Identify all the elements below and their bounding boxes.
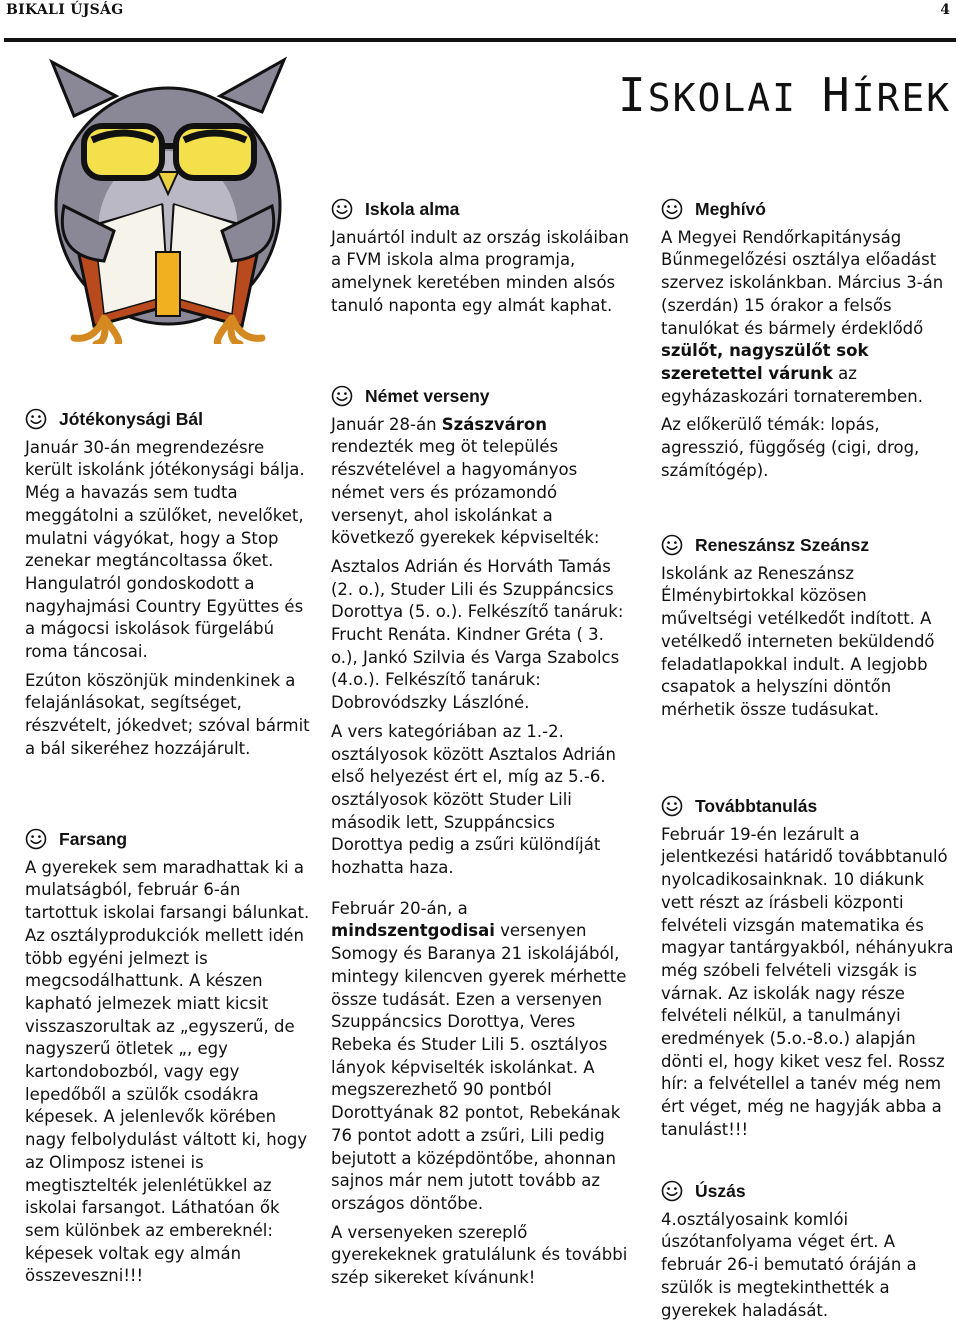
column-right (661, 198, 956, 488)
paragraph: Február 19-én lezárult a jelentkezési határidő továbbtanuló nyolcadikosainknak. 10 diákunk vett részt az írásbeli központi felvételi vizsgán matematika és magyar tantárgyakból, néhányukra még szóbeli felvételi vizsgák is várnak. Az iskolák nagy része felvételi nélkül, a tanulmányi eredmények (5.o.-8.o.) alapján dönti el, hogy kiket vesz fel. Rossz hír: a felvétellel a tanév még nem ért véget, még ne hagyják abba a tanulást!!! (661, 824, 954, 1139)
smiley-icon (331, 198, 353, 220)
section-title: ISKOLAI HÍREK (618, 68, 952, 122)
article-heading (661, 534, 956, 557)
article-heading (661, 198, 956, 221)
paragraph: Január 28-án Szászváron rendezték meg öt település részvételével a hagyományos német vers és prózamondó versenyt, ahol iskolánkat a következő gyerekek képviselték: (331, 414, 600, 548)
smiley-icon (661, 198, 683, 220)
heading-reneszansz: Reneszánsz Szeánsz (695, 535, 870, 555)
header-rule (4, 38, 956, 42)
paragraph: Iskolánk az Reneszánsz Élménybirtokkal közösen műveltségi vetélkedőt indított. A vetélkedő interneten beküldendő feladatlapokkal indult. A legjobb csapatok a helyszíni döntőn mérhetik össze tudásukat. (661, 563, 935, 719)
heading-uszas: Úszás (695, 1181, 746, 1201)
smiley-icon (661, 795, 683, 817)
column-right-reneszansz (661, 534, 956, 728)
column-left (25, 408, 315, 767)
newspaper-name: BIKALI ÚJSÁG (6, 2, 124, 18)
article-heading (661, 795, 956, 818)
owl-reading-book-icon (34, 56, 302, 344)
article-heading (25, 828, 315, 851)
paragraph: 4.osztályosaink komlói úszótanfolyama véget ért. A február 26-i bemutató óráján a szülők is megtekinthették a gyerekek haladását. (661, 1209, 917, 1320)
place-szaszvar: Szászváron (441, 414, 547, 434)
heading-farsang: Farsang (59, 829, 128, 849)
heading-iskola-alma: Iskola alma (365, 199, 460, 219)
invitation-emphasis: szülőt, nagyszülőt sok szeretettel várunk (661, 341, 869, 383)
paragraph: Januártól indult az ország iskoláiban a FVM iskola alma programja, amelynek keretében minden alsós tanuló naponta egy almát kaphat. (331, 227, 629, 315)
column-middle (331, 198, 631, 324)
smiley-icon (661, 1180, 683, 1202)
article-heading (331, 198, 631, 221)
smiley-icon (25, 408, 47, 430)
column-middle-nemet (331, 385, 631, 1296)
smiley-icon (25, 828, 47, 850)
page-number: 4 (940, 2, 950, 18)
smiley-icon (661, 534, 683, 556)
heading-jotekonysagi-bal: Jótékonysági Bál (59, 409, 203, 429)
paragraph: Január 30-án megrendezésre került iskolánk jótékonysági bálja. Még a havazás sem tudta meggátolni a szülőket, nevelőket, mulatni vágyókat, hogy a Stop zenekar megtáncoltassa őket. Hangulatról gondoskodott a nagyhajmási Country Együttes és a mágocsi iskolások fürgelábú roma táncosai. (25, 437, 305, 662)
article-heading (331, 385, 631, 408)
paragraph: Február 20-án, a mindszentgodisai versenyen Somogy és Baranya 21 iskolájából, mintegy kilencven gyerek mérhette össze tudását. Ezen a versenyen Szuppáncsics Dorottya, Veres Rebeka és Studer Lili 5. osztályos lányok képviselték iskolánkat. A megszerezhető 90 pontból Dorottyának 82 pontot, Rebekának 76 pontot adott a zsűri, Lili pedig bejutott a középdöntőbe, ahonnan sajnos már nem jutott tovább az országos döntőbe. (331, 898, 627, 1213)
smiley-icon (331, 385, 353, 407)
paragraph: A vers kategóriában az 1.-2. osztályosok között Asztalos Adrián első helyezést ért el, míg az 5.-6. osztályosok között Studer Lili második lett, Szuppáncsics Dorottya pedig a zsűri különdíját hozhatta haza. (331, 721, 616, 878)
column-right-tovabbtanulas (661, 795, 956, 1148)
paragraph: Ezúton köszönjük mindenkinek a felajánlásokat, segítséget, részvételt, jókedvet; szóval bármit a bál sikeréhez hozzájárult. (25, 670, 310, 758)
heading-meghivo: Meghívó (695, 199, 766, 219)
paragraph: A gyerekek sem maradhattak ki a mulatságból, február 6-án tartottuk iskolai farsangi bálunkat. Az osztályprodukciók mellett idén több egyéni jelmezt is megcsodálhattunk. A készen kapható jelmezek miatt kicsit visszaszorultak az „egyszerű, de nagyszerű ötletek „, egy kartondobozból, vagy egy lepedőből a szülők csodákra képesek. A jelenlevők körében nagy felbolydulást váltott ki, hogy az Olimposz istenei is megtisztelték jelenlétükkel az iskolai farsangot. Láthatóan ők sem különbek az embereknél: képesek voltak egy almán összeveszni!!! (25, 857, 310, 1286)
article-heading (661, 1180, 956, 1203)
article-heading (25, 408, 315, 431)
column-left-farsang (25, 828, 315, 1294)
paragraph: Asztalos Adrián és Horváth Tamás (2. o.), Studer Lili és Szuppáncsics Dorottya (5. o.). Felkészítő tanáruk: Frucht Renáta. Kindner Gréta ( 3. o.), Jankó Szilvia és Varga Szabolcs (4.o.). Felkészítő tanáruk: Dobrovódszky Lászlóné. (331, 556, 624, 713)
paragraph: A versenyeken szereplő gyerekeknek gratulálunk és további szép sikereket kívánunk! (331, 1222, 628, 1288)
place-mindszentgodisa: mindszentgodisai (331, 921, 495, 941)
column-right-uszas (661, 1180, 956, 1328)
heading-nemet-verseny: Német verseny (365, 386, 490, 406)
heading-tovabbtanulas: Továbbtanulás (695, 796, 818, 816)
paragraph: A Megyei Rendőrkapitányság Bűnmegelőzési osztálya előadást szervez iskolánkban. Március 3-án (szerdán) 15 órakor a felsős tanulókat és bármely érdeklődő szülőt, nagyszülőt sok szeretettel várunk az egyházaskozári tornateremben. (661, 227, 944, 406)
paragraph: Az előkerülő témák: lopás, agresszió, függőség (cigi, drog, számítógép). (661, 415, 920, 480)
